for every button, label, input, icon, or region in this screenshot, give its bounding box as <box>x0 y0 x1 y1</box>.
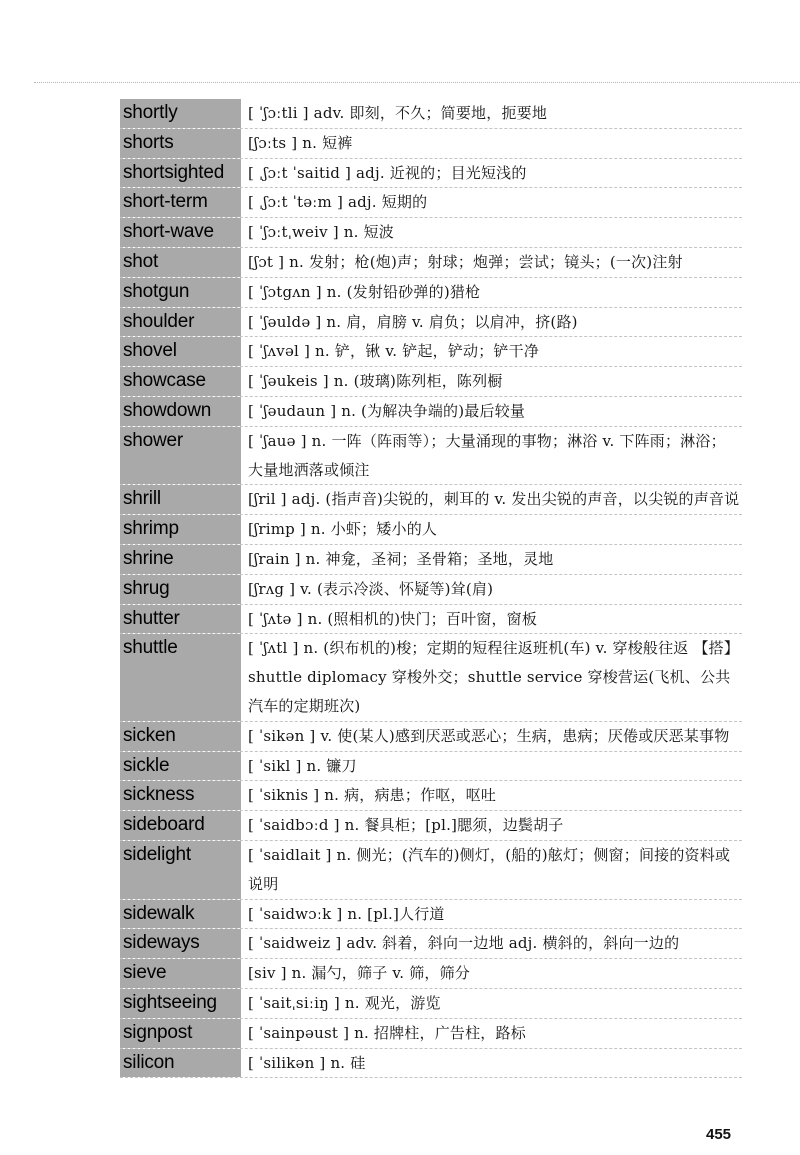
entry-row <box>120 811 742 841</box>
entry-row <box>120 634 742 721</box>
definition: [ʃɔt ] n. 发射；枪(炮)声；射球；炮弹；尝试；镜头；(一次)注射 <box>248 252 683 271</box>
entry-row <box>120 248 742 278</box>
headword: sicken <box>120 722 241 751</box>
headword: shortly <box>120 99 241 128</box>
entry-row <box>120 1019 742 1049</box>
definition: [ ˈsiknis ] n. 病，病患；作呕，呕吐 <box>248 786 497 805</box>
entry-row <box>120 397 742 427</box>
definition: [ ˈʃəuldə ] n. 肩，肩膀 v. 肩负；以肩冲，挤(路) <box>248 312 578 331</box>
definition: [ ˈʃɔːtˌweiv ] n. 短波 <box>248 223 394 242</box>
headword: sickness <box>120 781 241 810</box>
entry-row <box>120 605 742 635</box>
definition: [ ˈʃʌtə ] n. (照相机的)快门；百叶窗，窗板 <box>248 609 538 628</box>
headword: showdown <box>120 397 241 426</box>
definition: [ ˈsaidbɔːd ] n. 餐具柜；[pl.]腮须，边鬓胡子 <box>248 816 564 835</box>
definition: [ ˈsikl ] n. 镰刀 <box>248 756 357 775</box>
entry-row <box>120 545 742 575</box>
entry-row <box>120 781 742 811</box>
headword: shrug <box>120 575 241 604</box>
definition: [ ˈsikən ] v. 使(某人)感到厌恶或恶心；生病，患病；厌倦或厌恶某事物 <box>248 726 730 745</box>
headword: short-term <box>120 188 241 217</box>
headword: shot <box>120 248 241 277</box>
entry-row <box>120 900 742 930</box>
definition: [ ˈsilikən ] n. 硅 <box>248 1053 366 1072</box>
definition: [ ˈʃɔːtli ] adv. 即刻，不久；简要地，扼要地 <box>248 104 548 122</box>
entry-row <box>120 367 742 397</box>
page-number: 455 <box>706 1126 732 1143</box>
headword: showcase <box>120 367 241 396</box>
definition: [ ˈsainpəust ] n. 招牌柱，广告柱，路标 <box>248 1023 526 1042</box>
top-rule <box>34 82 800 83</box>
definition: [ʃrain ] n. 神龛，圣祠；圣骨箱；圣地，灵地 <box>248 549 554 568</box>
headword: sidewalk <box>120 900 241 929</box>
headword: sightseeing <box>120 989 241 1018</box>
entry-row <box>120 337 742 367</box>
entry-row <box>120 1049 742 1079</box>
definition: [ ˈʃauə ] n. 一阵（阵雨等）；大量涌现的事物；淋浴 v. 下阵雨；淋浴；大量地洒落或倾注 <box>248 431 726 479</box>
entry-row <box>120 841 742 900</box>
headword: silicon <box>120 1049 241 1078</box>
headword: shrine <box>120 545 241 574</box>
definition: [ ˈsaidwɔːk ] n. [pl.]人行道 <box>248 904 445 923</box>
entry-row <box>120 959 742 989</box>
entry-row <box>120 722 742 752</box>
headword: sidelight <box>120 841 241 899</box>
definition: [ʃril ] adj. (指声音)尖锐的，刺耳的 v. 发出尖锐的声音，以尖锐的声音说 <box>248 490 740 509</box>
definition: [ ˈʃɔtgʌn ] n. (发射铅砂弹的)猎枪 <box>248 282 481 301</box>
entry-row <box>120 278 742 308</box>
headword: shorts <box>120 129 241 158</box>
entry-row <box>120 308 742 338</box>
entry-row <box>120 99 742 129</box>
headword: shrill <box>120 485 241 514</box>
headword: sickle <box>120 752 241 781</box>
definition: [ ˈʃəudaun ] n. (为解决争端的)最后较量 <box>248 401 526 420</box>
headword: shower <box>120 427 241 485</box>
headword: shoulder <box>120 308 241 337</box>
headword: sideboard <box>120 811 241 840</box>
definition: [ ˈsaidlait ] n. 侧光；(汽车的)侧灯，(船的)舷灯；侧窗；间接的资料或说明 <box>248 845 731 893</box>
entry-row <box>120 159 742 189</box>
headword: sideways <box>120 929 241 958</box>
headword: short-wave <box>120 218 241 247</box>
definition: [ʃrʌg ] v. (表示冷淡、怀疑等)耸(肩) <box>248 579 494 598</box>
headword: signpost <box>120 1019 241 1048</box>
definition: [ ˈʃʌvəl ] n. 铲，锹 v. 铲起，铲动；铲干净 <box>248 342 540 361</box>
entry-row <box>120 218 742 248</box>
definition: [siv ] n. 漏勺，筛子 v. 筛，筛分 <box>248 964 471 983</box>
headword: sieve <box>120 959 241 988</box>
entry-row <box>120 989 742 1019</box>
entry-row <box>120 752 742 782</box>
entry-row <box>120 427 742 486</box>
definition: [ʃrimp ] n. 小虾；矮小的人 <box>248 520 438 539</box>
definition: [ ˌʃɔːt ˈtəːm ] adj. 短期的 <box>248 193 428 212</box>
definition: [ ˈʃʌtl ] n. (织布机的)梭；定期的短程往返班机(车) v. 穿梭般往返 【搭】shuttle diplomacy 穿梭外交；shuttle service 穿梭营运(飞机、公共汽车的定期班次) <box>248 639 740 715</box>
entry-row <box>120 575 742 605</box>
entry-row <box>120 515 742 545</box>
definition: [ʃɔːts ] n. 短裤 <box>248 133 353 152</box>
headword: shotgun <box>120 278 241 307</box>
headword: shortsighted <box>120 159 241 188</box>
entry-row <box>120 485 742 515</box>
entry-row <box>120 188 742 218</box>
entry-row <box>120 929 742 959</box>
definition: [ ˌʃɔːt ˈsaitid ] adj. 近视的；目光短浅的 <box>248 163 527 182</box>
entry-list <box>120 99 742 1078</box>
headword: shuttle <box>120 634 241 720</box>
definition: [ ˈsaidweiz ] adv. 斜着，斜向一边地 adj. 横斜的，斜向一边的 <box>248 934 680 953</box>
headword: shutter <box>120 605 241 634</box>
headword: shovel <box>120 337 241 366</box>
entry-row <box>120 129 742 159</box>
headword: shrimp <box>120 515 241 544</box>
definition: [ ˈʃəukeis ] n. (玻璃)陈列柜，陈列橱 <box>248 372 503 391</box>
definition: [ ˈsaitˌsiːiŋ ] n. 观光，游览 <box>248 993 441 1012</box>
